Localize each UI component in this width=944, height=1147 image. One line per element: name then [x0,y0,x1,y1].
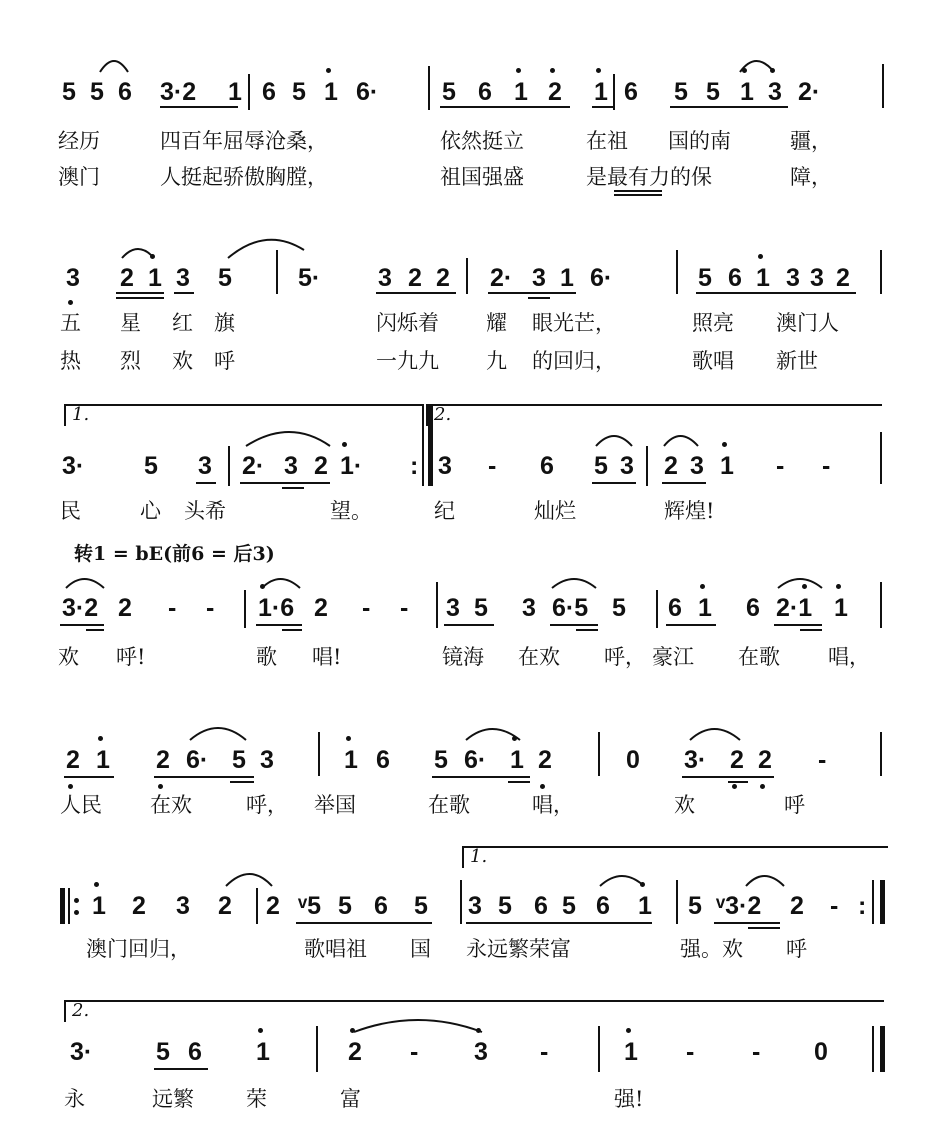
note: 1 [624,1038,638,1066]
note: 2· [490,264,513,292]
note: 1 [92,892,106,920]
note: 2 [836,264,850,292]
lyric: 在欢 [518,645,560,669]
note: 3 [438,452,452,480]
lyric: 灿烂 [534,499,576,523]
note: 3·2 [160,78,197,106]
note: 1 [514,78,528,106]
lyric: 歌 [256,645,277,669]
slur [740,61,774,72]
lyric: 呼! [116,645,146,669]
note: 6 [478,78,492,106]
note: 5 [562,892,576,920]
note: 3 [620,452,634,480]
slur [100,61,128,72]
note: 5 [688,892,702,920]
note: 3·2 [62,594,99,622]
lyric: 辉煌! [664,499,715,523]
note: 2 [408,264,422,292]
note: - [686,1038,695,1066]
lyric: 远繁 [152,1087,194,1111]
note: 6 [540,452,554,480]
note: 2 [348,1038,362,1066]
note: 5 [474,594,488,622]
note: 2 [218,892,232,920]
note: 5 [594,452,608,480]
note: - [206,594,215,622]
lyric: 在歌 [428,793,470,817]
note: 1 [638,892,652,920]
slur [122,249,154,258]
note: 2 [730,746,744,774]
lyric: 障， [790,165,832,189]
note: 6·5 [552,594,589,622]
lyric: 欢 [674,793,695,817]
lyric: 富 [340,1087,361,1111]
note: 2·1 [776,594,813,622]
slur [354,1020,482,1032]
note: 5 [292,78,306,106]
note: 2 [314,452,328,480]
note: 3· [684,746,707,774]
slur [466,729,520,740]
lyric: 纪 [434,499,455,523]
slur [690,729,740,740]
slur [262,579,300,588]
note: 6 [728,264,742,292]
note: 2 [538,746,552,774]
lyric: 人民 [60,793,102,817]
note: 5· [298,264,321,292]
note: 5 [414,892,428,920]
lyric: 照亮 [692,311,734,335]
note: - [488,452,497,480]
note: 2 [120,264,134,292]
note: 3· [70,1038,93,1066]
slur [664,436,698,446]
note: 2 [132,892,146,920]
note: - [752,1038,761,1066]
note: 6 [596,892,610,920]
note: 5 [156,1038,170,1066]
note: 2 [548,78,562,106]
note: 1 [96,746,110,774]
lyric: 旗 [214,311,235,335]
slur [246,432,330,446]
slur [552,579,596,588]
lyric: 强! [614,1087,644,1111]
note: 5 [674,78,688,106]
note: 3 [690,452,704,480]
lyric: 人挺起骄傲胸膛， [160,165,328,189]
note: 1 [720,452,734,480]
note: 5 [62,78,76,106]
note: - [776,452,785,480]
note: 3 [532,264,546,292]
lyric: 镜海 [442,645,484,669]
note: 1 [834,594,848,622]
note: 1 [698,594,712,622]
note: 6· [356,78,379,106]
lyric: 欢 [58,645,79,669]
note: 2· [242,452,265,480]
note: 1 [324,78,338,106]
note: 3 [468,892,482,920]
lyric: 呼 [786,937,807,961]
note: 5 [90,78,104,106]
note: 5 [338,892,352,920]
note: 3 [768,78,782,106]
note: 1 [560,264,574,292]
note: 6 [668,594,682,622]
slur [778,579,822,588]
lyric: 国的南 [668,129,731,153]
note: - [400,594,409,622]
note: 3 [446,594,460,622]
note: 3 [474,1038,488,1066]
lyric: 祖国强盛 [440,165,524,189]
lyric: 一九九 [376,349,439,373]
note: 2 [118,594,132,622]
lyric: 荣 [246,1087,267,1111]
lyric: 疆， [790,129,832,153]
lyric: 国 [410,937,431,961]
lyric: 心 [140,499,161,523]
note: 3 [198,452,212,480]
note: 1 [344,746,358,774]
note: - [540,1038,549,1066]
note: 6 [118,78,132,106]
lyric: 五 [60,311,81,335]
lyric: 呼， [246,793,288,817]
lyric: 红 [172,311,193,335]
note: 5 [434,746,448,774]
note: 3 [66,264,80,292]
note: 3 [810,264,824,292]
volta-label: 1. [470,846,488,867]
slur [596,436,632,446]
lyric: 耀 [486,311,507,335]
note: - [818,746,827,774]
key-change-marking: 转1 = bE(前6 = 后3) [74,543,275,565]
slur [226,874,272,886]
lyric: 强。欢 [680,937,743,961]
note: 3 [284,452,298,480]
note: 6 [376,746,390,774]
lyric: 新世 [776,349,818,373]
note: 6 [534,892,548,920]
note: 6· [590,264,613,292]
slur [600,876,644,886]
note: - [830,892,839,920]
note: 6 [188,1038,202,1066]
lyric: 依然挺立 [440,129,524,153]
lyric: 唱， [828,645,870,669]
note: 2 [664,452,678,480]
note: 2 [156,746,170,774]
note: 3 [378,264,392,292]
note: 3 [786,264,800,292]
lyric: 在歌 [738,645,780,669]
lyric: 永 [64,1087,85,1111]
note: 3 [176,892,190,920]
note: 1· [340,452,363,480]
note: - [410,1038,419,1066]
lyric: 唱! [312,645,342,669]
note: 0 [626,746,640,774]
note: 6 [262,78,276,106]
note: - [822,452,831,480]
slur [190,728,246,740]
note: 5 [706,78,720,106]
note: 1 [228,78,242,106]
note: 3 [176,264,190,292]
lyric: 歌唱祖 [304,937,367,961]
slur [228,240,304,258]
lyric: 澳门 [58,165,100,189]
note: 3· [62,452,85,480]
note: 1 [148,264,162,292]
note: 1 [256,1038,270,1066]
lyric: 在欢 [150,793,192,817]
volta-label: 1. [72,404,90,425]
note: 6 [374,892,388,920]
note: 2 [436,264,450,292]
lyric: 星 [120,311,141,335]
note: 1 [594,78,608,106]
note: 1 [756,264,770,292]
lyric: 经历 [58,129,100,153]
lyric: 呼 [784,793,805,817]
lyric: 欢 [172,349,193,373]
note: 5 [144,452,158,480]
note: 1 [740,78,754,106]
note: 1·6 [258,594,295,622]
lyric: 的回归， [532,349,616,373]
note: 5 [232,746,246,774]
note: 5 [442,78,456,106]
slur [66,579,104,588]
note: 3 [260,746,274,774]
note: 5 [612,594,626,622]
lyric: 举国 [314,793,356,817]
lyric: 豪江 [652,645,694,669]
lyric: 烈 [120,349,141,373]
volta-label: 2. [72,1000,90,1021]
note: 2 [758,746,772,774]
note: 6· [186,746,209,774]
note: 2 [790,892,804,920]
lyric: 呼， [604,645,646,669]
lyric: 是最有力的保 [586,165,712,189]
note: 0 [814,1038,828,1066]
lyric: 澳门人 [776,311,839,335]
lyric: 眼光芒， [532,311,616,335]
note: 5 [218,264,232,292]
lyric: 唱， [532,793,574,817]
note: 2 [66,746,80,774]
note: 1 [510,746,524,774]
volta-label: 2. [434,404,452,425]
note: 5 [498,892,512,920]
note: ᵛ5 [298,892,321,920]
note: - [168,594,177,622]
note: ᵛ3·2 [716,892,762,920]
slur [746,876,784,886]
lyric: 民 [60,499,81,523]
note: 2 [266,892,280,920]
lyric: 热 [60,349,81,373]
note: 5 [698,264,712,292]
note: 6· [464,746,487,774]
note: 2 [314,594,328,622]
note: 6 [624,78,638,106]
note: : [858,892,867,920]
lyric: 呼 [214,349,235,373]
lyric: 永远繁荣富 [466,937,571,961]
lyric: 头希 [184,499,226,523]
note: 2· [798,78,821,106]
note: 6 [746,594,760,622]
lyric: 在祖 [586,129,628,153]
lyric: 望。 [330,499,372,523]
note: - [362,594,371,622]
note: 3 [522,594,536,622]
lyric: 九 [486,349,507,373]
lyric: 澳门回归， [86,937,191,961]
lyric: 四百年屈辱沧桑， [160,129,328,153]
lyric: 歌唱 [692,349,734,373]
note: : [410,452,419,480]
lyric: 闪烁着 [376,311,439,335]
